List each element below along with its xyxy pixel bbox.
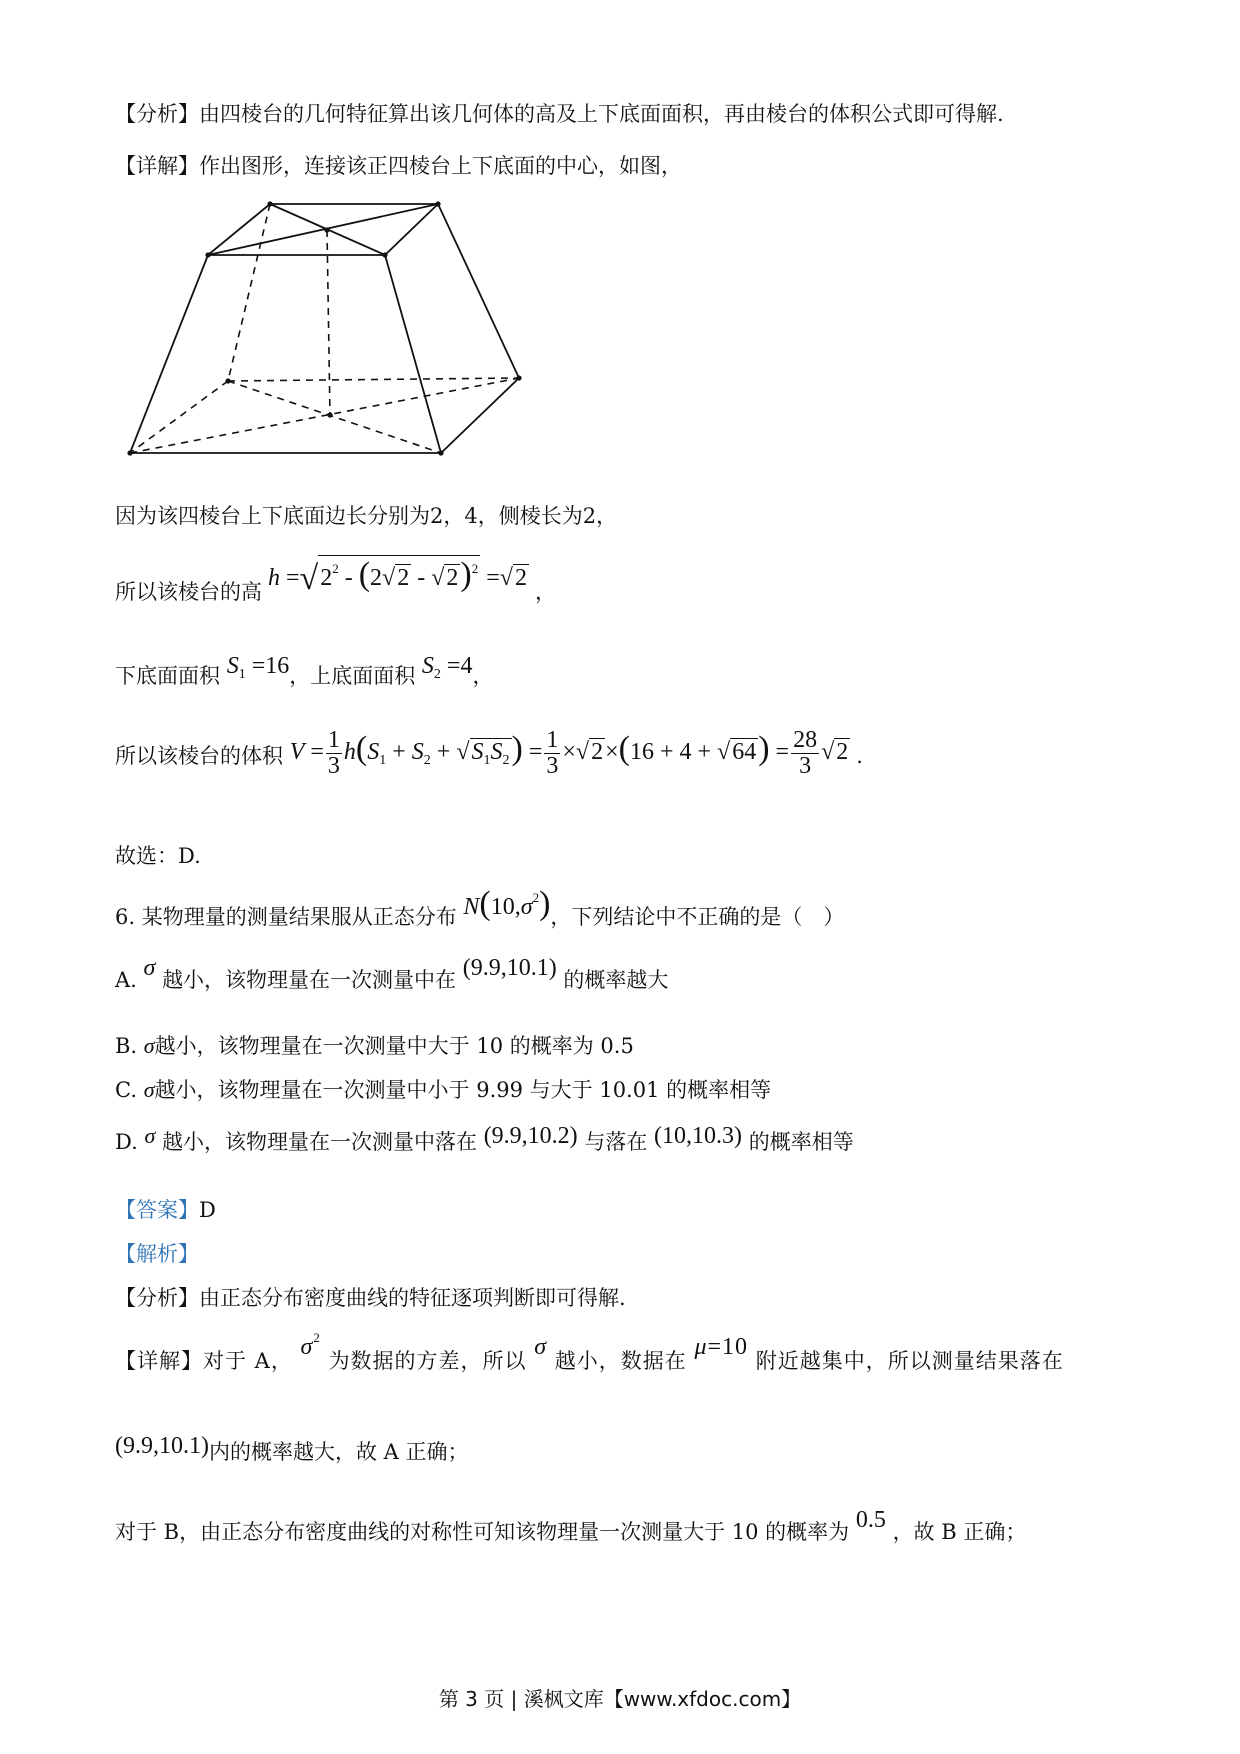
analysis-tag: 【分析】	[115, 102, 199, 126]
areas-paragraph	[115, 650, 494, 688]
option-d-interval2: (10,10.3)	[654, 1123, 743, 1149]
detail-b-t2: ，故 B 正确；	[892, 1520, 1027, 1544]
height-suffix: ，	[534, 580, 556, 604]
sigma-symbol: σ	[143, 1033, 155, 1058]
frustum-figure	[120, 195, 540, 465]
analysis-paragraph-2	[115, 1282, 626, 1312]
sigma-symbol: σ	[534, 1334, 548, 1360]
detail2-t4: 附近越集中，所以测量结果落在	[755, 1349, 1064, 1373]
detail2-t5: 内的概率越大，故 A 正确；	[208, 1440, 469, 1464]
sigma-symbol: σ	[144, 1123, 156, 1148]
height-formula: $h =√2^2 - (2√2 - √2)^2 =√2$	[268, 556, 527, 597]
option-a-interval: (9.9,10.1)	[462, 955, 557, 981]
option-a	[115, 952, 669, 992]
areas-suffix: ，	[472, 664, 494, 688]
option-d-text2: 与落在	[584, 1130, 648, 1154]
option-d-label: D.	[115, 1130, 138, 1154]
detail2-t1: 对于 A，	[203, 1349, 293, 1373]
option-d-interval1: (9.9,10.2)	[483, 1123, 578, 1149]
sigma-symbol: σ	[143, 955, 156, 981]
height-prefix: 所以该棱台的高	[115, 580, 262, 604]
option-d-text3: 的概率相等	[748, 1130, 854, 1154]
option-b-label: B.	[115, 1034, 138, 1058]
answer-value: D	[199, 1198, 216, 1222]
option-d	[115, 1120, 854, 1154]
detail-paragraph-2	[115, 1330, 1064, 1373]
answer-tag: 【答案】	[115, 1198, 199, 1222]
analysis-text: 由正态分布密度曲线的特征逐项判断即可得解.	[199, 1286, 626, 1310]
analysis-text: 由四棱台的几何特征算出该几何体的高及上下底面面积，再由棱台的体积公式即可得解.	[199, 102, 1004, 126]
option-c-label: C.	[115, 1078, 137, 1102]
option-c-text: 越小，该物理量在一次测量中小于 9.99 与大于 10.01 的概率相等	[154, 1078, 772, 1102]
detail-text: 作出图形，连接该正四棱台上下底面的中心，如图，	[199, 154, 682, 178]
choice-text: 故选：D.	[115, 844, 201, 868]
area-s1: $S_1 =16$	[226, 653, 290, 682]
detail-b-value: 0.5	[855, 1507, 886, 1533]
volume-suffix: .	[856, 744, 863, 769]
analysis-tag: 【分析】	[115, 1286, 199, 1310]
option-a-text1: 越小，该物理量在一次测量中在	[162, 968, 457, 992]
option-c	[115, 1074, 771, 1104]
q6-stem-suffix: ，下列结论中不正确的是（ ）	[550, 905, 845, 929]
option-b-text: 越小，该物理量在一次测量中大于 10 的概率为 0.5	[154, 1034, 634, 1058]
sigma-symbol: σ	[143, 1077, 155, 1102]
detail-b-paragraph	[115, 1504, 1027, 1544]
sigma-squared: $\sigma^2$	[300, 1330, 321, 1360]
analysis-paragraph-1	[115, 98, 1004, 128]
option-a-label: A.	[115, 968, 137, 992]
edge-lengths-paragraph: 因为该四棱台上下底面边长分别为2，4，侧棱长为2，	[115, 504, 618, 528]
volume-paragraph	[115, 728, 863, 779]
detail-b-t1: 对于 B，由正态分布密度曲线的对称性可知该物理量一次测量大于 10 的概率为	[115, 1520, 850, 1544]
volume-formula: V = $\frac{1}{3}$ $h(S_1 + S_2 + √S_1S_2)$ = $\frac{1}{3}$ ×√2×(16 + 4 + √64) = $\frac{28}{3}$ √2	[289, 727, 849, 780]
volume-prefix: 所以该棱台的体积	[115, 744, 283, 769]
q6-stem-prefix: 6. 某物理量的测量结果服从正态分布	[115, 905, 457, 929]
detail2-interval: (9.9,10.1)	[115, 1433, 209, 1459]
detail2-t2: 为数据的方差，所以	[328, 1349, 527, 1373]
option-b	[115, 1030, 634, 1060]
q6-distribution: $N(10,\sigma^2)$	[463, 885, 551, 922]
height-paragraph	[115, 555, 556, 605]
option-d-text1: 越小，该物理量在一次测量中落在	[162, 1130, 477, 1154]
page-footer: 第 3 页 | 溪枫文库【www.xfdoc.com】	[438, 1687, 802, 1711]
option-a-text2: 的概率越大	[563, 968, 669, 992]
detail2-t3: 越小，数据在	[554, 1349, 687, 1373]
detail-tag: 【详解】	[115, 154, 199, 178]
mu-equation: μ=10	[694, 1334, 749, 1360]
answer-line	[115, 1194, 216, 1224]
detail-tag: 【详解】	[115, 1349, 203, 1373]
area-s2: $S_2 =4$	[421, 653, 473, 682]
areas-prefix: 下底面面积	[115, 664, 220, 688]
areas-mid: ，上底面面积	[289, 664, 416, 688]
detail-paragraph-1	[115, 150, 682, 180]
detail-paragraph-2-cont	[115, 1430, 469, 1464]
question-6-stem	[115, 885, 845, 929]
jiexi-heading: 【解析】	[115, 1242, 199, 1266]
